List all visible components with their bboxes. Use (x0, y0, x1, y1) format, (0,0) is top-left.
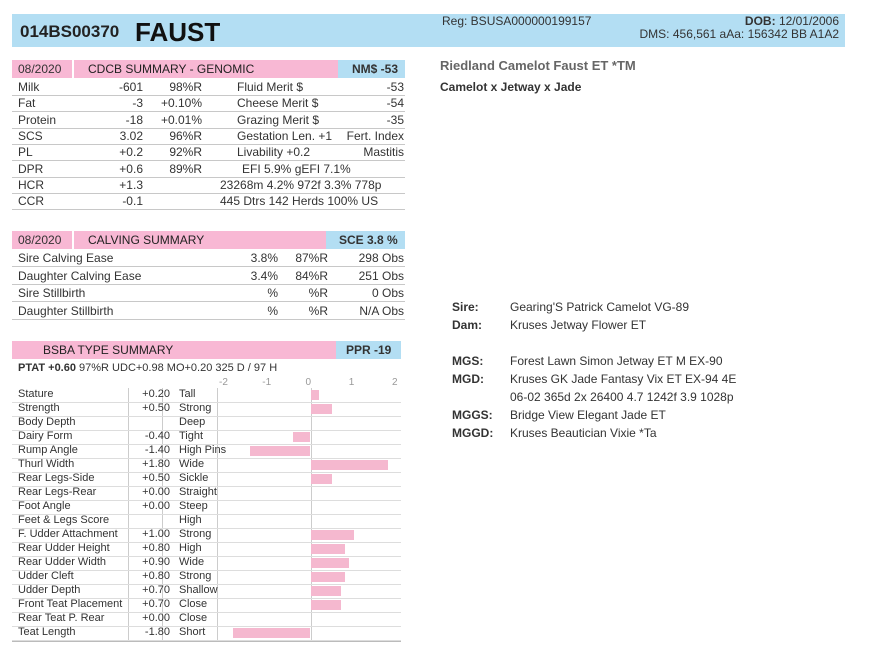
cdcb-reliability: 98%R (169, 80, 202, 94)
ppr-value: PPR -19 (346, 343, 392, 357)
calving-section-header (12, 231, 405, 249)
cdcb-reliability: 92%R (169, 145, 202, 160)
type-trait-name: Strength (18, 402, 60, 414)
type-trait-name: Stature (18, 388, 54, 400)
type-trait-value: -1.40 (144, 444, 170, 456)
type-trait-name: Rear Udder Width (18, 556, 107, 568)
cdcb-row (12, 161, 405, 178)
cdcb-merit-value: -53 (386, 80, 404, 94)
cdcb-reliability: 89%R (169, 161, 202, 176)
axis-tick-label: -1 (262, 377, 272, 388)
calving-reliability: 84%R (295, 268, 328, 283)
calving-row (12, 268, 405, 285)
cdcb-reliability: 96%R (169, 128, 202, 143)
cdcb-trait: Protein (18, 112, 57, 127)
pedigree-label: MGGD: (452, 426, 494, 440)
type-bar (311, 404, 333, 414)
nm-dollar-badge (338, 60, 405, 78)
full-animal-name: Riedland Camelot Faust ET *TM (440, 58, 636, 73)
cdcb-value: +0.6 (119, 161, 143, 176)
dob-label: DOB: (744, 14, 776, 28)
type-row (12, 598, 401, 613)
cdcb-merit-label: Cheese Merit $ (237, 96, 319, 111)
type-trait-value: +0.00 (142, 500, 170, 512)
calving-percent: 3.8% (250, 251, 278, 265)
type-trait-value: +0.80 (142, 570, 170, 582)
pedigree-value: Kruses GK Jade Fantasy Vix ET EX-94 4E (510, 372, 737, 386)
type-trait-name: Feet & Legs Score (18, 514, 110, 526)
cdcb-value: +1.3 (119, 177, 143, 192)
cdcb-value: -3 (132, 96, 143, 111)
pedigree-value: Kruses Beautician Vixie *Ta (510, 426, 657, 440)
type-trait-descriptor: Wide (179, 458, 205, 470)
calving-observations: 0 Obs (371, 286, 404, 300)
dob-value: 12/01/2006 (778, 14, 839, 28)
type-trait-value: +0.50 (142, 402, 170, 414)
type-trait-name: Rear Udder Height (18, 542, 110, 554)
type-bottom-line (12, 641, 401, 642)
animal-name: FAUST (135, 17, 221, 47)
type-bar (311, 530, 354, 540)
axis-tick-label: 2 (392, 377, 398, 388)
calving-row (12, 285, 405, 302)
type-trait-descriptor: Strong (179, 570, 212, 582)
axis-tick-label: 0 (305, 377, 312, 388)
type-trait-value: -1.80 (144, 626, 170, 638)
type-row (12, 402, 401, 417)
cdcb-merit-label: 445 Dtrs 142 Herds 100% US (220, 194, 379, 209)
type-trait-value: +0.00 (142, 486, 170, 498)
cdcb-merit-label: Livability +0.2 (237, 145, 311, 160)
type-trait-descriptor: Strong (179, 528, 212, 540)
cdcb-row (12, 112, 405, 129)
cdcb-merit-label: Gestation Len. +1 (237, 128, 333, 143)
pedigree-label: Dam: (452, 318, 483, 332)
calving-title: CALVING SUMMARY (88, 233, 205, 247)
pedigree-value: Forest Lawn Simon Jetway ET M EX-90 (510, 354, 723, 368)
type-row (12, 514, 401, 529)
type-trait-descriptor: Close (179, 612, 208, 624)
ptat-value: PTAT +0.60 (18, 362, 76, 374)
type-bar (311, 390, 320, 400)
type-trait-descriptor: Strong (179, 402, 212, 414)
type-row (12, 584, 401, 599)
type-bar (311, 572, 346, 582)
cdcb-trait: CCR (18, 194, 44, 209)
type-row (12, 626, 401, 641)
type-bar (311, 558, 350, 568)
calving-observations: N/A Obs (359, 303, 404, 318)
type-bar (233, 628, 311, 638)
type-bar (293, 432, 310, 442)
type-row (12, 612, 401, 627)
pedigree-label: Sire: (452, 300, 479, 314)
cdcb-value: -601 (118, 80, 143, 94)
calving-observations: 298 Obs (358, 251, 404, 265)
type-trait-descriptor: Tight (179, 430, 204, 442)
type-trait-name: F. Udder Attachment (18, 528, 118, 540)
type-trait-descriptor: Sickle (179, 472, 209, 484)
type-row (12, 416, 401, 431)
cdcb-trait: PL (18, 145, 33, 160)
cdcb-row (12, 144, 405, 161)
date-of-birth (745, 14, 839, 28)
type-trait-descriptor: Straight (179, 486, 217, 498)
type-trait-descriptor: Close (179, 598, 208, 610)
type-trait-descriptor: High (179, 542, 202, 554)
type-bar (311, 460, 389, 470)
cdcb-trait: Milk (18, 80, 40, 94)
pedigree-label: MGD: (452, 372, 484, 386)
calving-reliability: %R (308, 303, 328, 318)
type-section-header (12, 341, 401, 359)
type-trait-name: Udder Cleft (18, 570, 74, 582)
calving-percent: % (267, 303, 278, 318)
type-trait-descriptor: Wide (179, 556, 205, 568)
type-trait-name: Front Teat Placement (18, 598, 123, 610)
registration-number: Reg: BSUSA000000199157 (442, 14, 592, 28)
ppr-badge (336, 341, 401, 359)
cdcb-merit-label: Grazing Merit $ (237, 112, 320, 127)
calving-date: 08/2020 (18, 233, 62, 247)
type-row (12, 388, 401, 403)
cdcb-merit-label: Fluid Merit $ (237, 80, 304, 94)
type-trait-descriptor: Steep (179, 500, 208, 512)
type-trait-value: +0.90 (142, 556, 170, 568)
type-trait-name: Rear Legs-Side (18, 472, 95, 484)
type-trait-value: +0.80 (142, 542, 170, 554)
cdcb-merit-label: EFI 5.9% gEFI 7.1% (242, 161, 351, 176)
mating-line: Camelot x Jetway x Jade (440, 80, 582, 94)
type-trait-descriptor: High (179, 514, 202, 526)
calving-trait: Sire Calving Ease (18, 251, 114, 265)
cdcb-title: CDCB SUMMARY - GENOMIC (88, 62, 255, 76)
pedigree-value: Kruses Jetway Flower ET (510, 318, 647, 332)
type-trait-name: Dairy Form (18, 430, 73, 442)
type-trait-name: Rump Angle (18, 444, 78, 456)
type-trait-value: +1.80 (142, 458, 170, 470)
type-trait-value: +0.00 (142, 612, 170, 624)
cdcb-value: -18 (125, 112, 143, 127)
type-trait-descriptor: High Pins (179, 444, 227, 456)
type-trait-value: +1.00 (142, 528, 170, 540)
cdcb-row (12, 128, 405, 145)
type-trait-value: +0.70 (142, 598, 170, 610)
calving-reliability: 87%R (295, 251, 328, 265)
type-bar (311, 474, 333, 484)
type-trait-descriptor: Deep (179, 416, 206, 428)
cdcb-merit-value: Fert. Index (346, 128, 404, 143)
type-trait-descriptor: Shallow (179, 584, 218, 596)
axis-tick-label: -2 (219, 377, 228, 388)
ptat-line (18, 362, 277, 374)
type-row (12, 430, 401, 445)
type-trait-value: +0.70 (142, 584, 170, 596)
calving-percent: 3.4% (250, 268, 278, 283)
type-trait-value: -0.40 (144, 430, 170, 442)
cdcb-row (12, 79, 405, 96)
calving-row (12, 303, 405, 320)
type-bar (250, 446, 311, 456)
type-trait-name: Rear Teat P. Rear (18, 612, 105, 624)
type-bar (311, 586, 341, 596)
cdcb-date-cell (12, 60, 74, 78)
cdcb-value: -0.1 (122, 194, 143, 209)
type-trait-value: +0.50 (142, 472, 170, 484)
calving-row (12, 250, 405, 267)
header-bar (12, 14, 845, 47)
cdcb-trait: Fat (18, 96, 36, 111)
pedigree-value: Gearing'S Patrick Camelot VG-89 (510, 300, 690, 314)
calving-date-cell (12, 231, 74, 249)
type-trait-name: Body Depth (18, 416, 76, 428)
cdcb-merit-label: 23268m 4.2% 972f 3.3% 778p (220, 177, 382, 192)
sce-badge (326, 231, 405, 249)
pedigree-value: 06-02 365d 2x 26400 4.7 1242f 3.9 1028p (510, 390, 734, 404)
type-trait-name: Rear Legs-Rear (18, 486, 97, 498)
calving-reliability: %R (308, 286, 328, 300)
cdcb-reliability: +0.01% (160, 112, 202, 127)
nm-dollar-value: NM$ -53 (352, 62, 399, 76)
axis-tick-label: 1 (348, 377, 355, 388)
cdcb-section-header (12, 60, 405, 78)
calving-trait: Daughter Calving Ease (18, 268, 142, 283)
calving-trait: Sire Stillbirth (18, 286, 86, 300)
cdcb-row (12, 193, 405, 210)
registration-code: 014BS00370 (20, 22, 120, 41)
type-trait-descriptor: Short (179, 626, 206, 638)
calving-trait: Daughter Stillbirth (18, 303, 114, 318)
cdcb-merit-value: -35 (386, 112, 404, 127)
cdcb-row (12, 95, 405, 112)
type-row (12, 500, 401, 515)
cdcb-row (12, 177, 405, 194)
cdcb-merit-value: -54 (386, 96, 404, 111)
calving-observations: 251 Obs (358, 268, 404, 283)
type-row (12, 444, 401, 459)
calving-percent: % (267, 286, 278, 300)
type-row (12, 486, 401, 501)
type-trait-name: Thurl Width (18, 458, 75, 470)
type-trait-value: +0.20 (142, 388, 170, 400)
cdcb-value: +0.2 (119, 145, 143, 160)
type-trait-name: Teat Length (18, 626, 76, 638)
cdcb-merit-value: Mastitis (363, 145, 404, 160)
type-trait-name: Udder Depth (18, 584, 81, 596)
cdcb-trait: DPR (18, 161, 44, 176)
pedigree-label: MGS: (452, 354, 484, 368)
cdcb-value: 3.02 (119, 128, 143, 143)
cdcb-trait: SCS (18, 128, 43, 143)
pedigree-value: Bridge View Elegant Jade ET (510, 408, 666, 422)
ptat-details: 97%R UDC+0.98 MO+0.20 325 D / 97 H (75, 362, 278, 374)
type-title: BSBA TYPE SUMMARY (43, 343, 174, 357)
cdcb-trait: HCR (18, 177, 44, 192)
dms-line: DMS: 456,561 aAa: 156342 BB A1A2 (639, 27, 839, 41)
type-trait-name: Foot Angle (18, 500, 71, 512)
sce-value: SCE 3.8 % (339, 233, 398, 247)
type-bar (311, 544, 346, 554)
type-row (12, 472, 401, 487)
cdcb-date: 08/2020 (18, 62, 62, 76)
type-trait-descriptor: Tall (179, 388, 196, 400)
cdcb-reliability: +0.10% (160, 96, 202, 111)
type-bar (311, 600, 341, 610)
pedigree-label: MGGS: (452, 408, 493, 422)
